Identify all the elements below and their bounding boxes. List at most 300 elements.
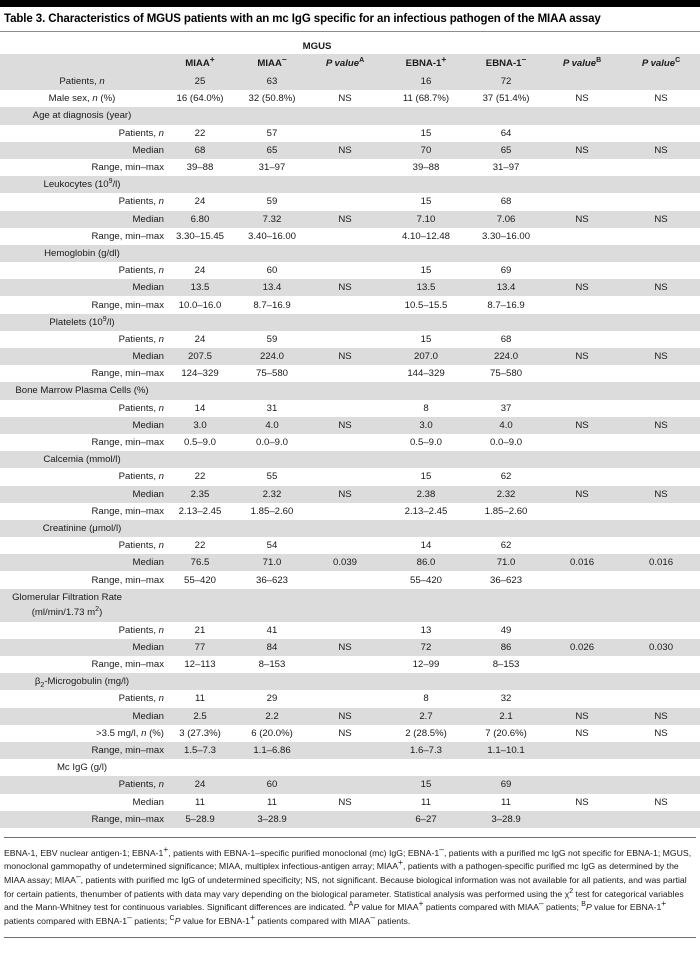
table-row: [0, 90, 700, 107]
table-row: [0, 365, 700, 382]
cell-ebna_pos: 2.13–2.45: [382, 503, 470, 520]
section-label: Glomerular Filtration Rate (ml/min/1.73 $m^2$): [0, 589, 164, 622]
row-label: Range, min–max: [0, 811, 164, 828]
row-label: Range, min–max: [0, 503, 164, 520]
cell-ebna_neg: 62: [470, 468, 542, 485]
table-row: [0, 776, 700, 793]
table-row: [0, 794, 700, 811]
cell-ebna_neg: [470, 382, 542, 399]
cell-p_c: [622, 537, 700, 554]
cell-miaa_pos: 3.30–15.45: [164, 228, 236, 245]
row-label: Median: [0, 794, 164, 811]
cell-miaa_neg: 8–153: [236, 656, 308, 673]
cell-p_b: [542, 690, 622, 707]
cell-miaa_pos: 2.5: [164, 708, 236, 725]
cell-miaa_pos: 2.13–2.45: [164, 503, 236, 520]
cell-ebna_pos: 3.0: [382, 417, 470, 434]
cell-miaa_pos: [164, 520, 236, 537]
cell-p_a: [308, 262, 382, 279]
cell-miaa_pos: 2.35: [164, 486, 236, 503]
cell-p_c: NS: [622, 794, 700, 811]
cell-p_a: NS: [308, 725, 382, 742]
cell-miaa_pos: 22: [164, 537, 236, 554]
cell-ebna_pos: 8: [382, 690, 470, 707]
cell-p_c: [622, 451, 700, 468]
cell-miaa_pos: 13.5: [164, 279, 236, 296]
cell-ebna_neg: 69: [470, 776, 542, 793]
row-label: Patients, n: [0, 468, 164, 485]
cell-p_b: [542, 571, 622, 588]
cell-p_b: [542, 365, 622, 382]
cell-ebna_neg: [470, 176, 542, 193]
cell-ebna_neg: 4.0: [470, 417, 542, 434]
group-header-pad1: [470, 32, 542, 54]
cell-ebna_pos: 4.10–12.48: [382, 228, 470, 245]
cell-p_a: [308, 382, 382, 399]
cell-miaa_neg: 59: [236, 331, 308, 348]
footnote-bottom-rule: [4, 937, 696, 938]
cell-p_c: [622, 673, 700, 690]
table-row: [0, 296, 700, 313]
cell-miaa_neg: 31: [236, 400, 308, 417]
cell-p_a: [308, 468, 382, 485]
cell-miaa_neg: [236, 520, 308, 537]
cell-p_a: [308, 776, 382, 793]
cell-ebna_pos: [382, 520, 470, 537]
cell-miaa_pos: 24: [164, 193, 236, 210]
cell-ebna_pos: 12–99: [382, 656, 470, 673]
row-label: Median: [0, 348, 164, 365]
column-header-p-a: P value$^A$: [308, 54, 382, 73]
row-label: Patients, n: [0, 622, 164, 639]
cell-miaa_neg: 8.7–16.9: [236, 296, 308, 313]
cell-p_b: [542, 742, 622, 759]
cell-p_c: NS: [622, 279, 700, 296]
cell-p_b: NS: [542, 417, 622, 434]
cell-p_b: [542, 262, 622, 279]
cell-p_a: [308, 690, 382, 707]
cell-miaa_neg: 54: [236, 537, 308, 554]
cell-ebna_neg: 37: [470, 400, 542, 417]
cell-p_c: NS: [622, 90, 700, 107]
cell-miaa_pos: 24: [164, 776, 236, 793]
table-row: [0, 759, 700, 776]
table-body: [0, 73, 700, 828]
cell-miaa_pos: 16 (64.0%): [164, 90, 236, 107]
cell-miaa_pos: 24: [164, 331, 236, 348]
cell-p_b: 0.016: [542, 554, 622, 571]
cell-ebna_pos: 207.0: [382, 348, 470, 365]
cell-miaa_neg: 6 (20.0%): [236, 725, 308, 742]
cell-ebna_neg: [470, 245, 542, 262]
row-label: Range, min–max: [0, 365, 164, 382]
cell-p_b: [542, 107, 622, 124]
table-row: [0, 417, 700, 434]
cell-miaa_pos: 68: [164, 142, 236, 159]
cell-p_a: NS: [308, 90, 382, 107]
row-label: Median: [0, 279, 164, 296]
cell-p_b: NS: [542, 725, 622, 742]
cell-miaa_neg: 1.85–2.60: [236, 503, 308, 520]
cell-p_c: [622, 382, 700, 399]
cell-ebna_pos: 15: [382, 468, 470, 485]
cell-ebna_neg: 8–153: [470, 656, 542, 673]
cell-p_b: [542, 759, 622, 776]
row-label: Patients, n: [0, 690, 164, 707]
cell-ebna_neg: 2.32: [470, 486, 542, 503]
section-label: Creatinine (μmol/l): [0, 520, 164, 537]
table-row: [0, 211, 700, 228]
row-label: >3.5 mg/l, n (%): [0, 725, 164, 742]
cell-p_a: [308, 159, 382, 176]
cell-p_c: [622, 434, 700, 451]
cell-p_c: [622, 245, 700, 262]
cell-p_b: NS: [542, 708, 622, 725]
cell-miaa_neg: 41: [236, 622, 308, 639]
cell-p_c: [622, 503, 700, 520]
cell-p_c: [622, 331, 700, 348]
cell-p_b: [542, 176, 622, 193]
cell-p_b: NS: [542, 279, 622, 296]
cell-ebna_neg: 1.1–10.1: [470, 742, 542, 759]
table-row: [0, 125, 700, 142]
cell-p_b: [542, 314, 622, 331]
cell-p_b: [542, 468, 622, 485]
cell-p_a: [308, 107, 382, 124]
cell-p_a: NS: [308, 708, 382, 725]
cell-p_a: [308, 537, 382, 554]
cell-p_a: [308, 759, 382, 776]
cell-ebna_neg: 68: [470, 331, 542, 348]
cell-p_a: NS: [308, 142, 382, 159]
cell-p_b: NS: [542, 90, 622, 107]
cell-ebna_pos: [382, 107, 470, 124]
cell-p_b: [542, 673, 622, 690]
cell-miaa_pos: 22: [164, 468, 236, 485]
cell-ebna_neg: 37 (51.4%): [470, 90, 542, 107]
cell-ebna_neg: 7 (20.6%): [470, 725, 542, 742]
group-header-spacer: [0, 32, 164, 54]
table-row: [0, 468, 700, 485]
cell-miaa_neg: 3.40–16.00: [236, 228, 308, 245]
section-label: Mc IgG (g/l): [0, 759, 164, 776]
cell-p_b: [542, 434, 622, 451]
cell-p_a: [308, 571, 382, 588]
cell-miaa_neg: [236, 107, 308, 124]
cell-ebna_pos: 11 (68.7%): [382, 90, 470, 107]
section-label: Platelets $(10^9/l)$: [0, 314, 164, 331]
cell-ebna_pos: 16: [382, 73, 470, 90]
cell-p_b: [542, 159, 622, 176]
cell-miaa_pos: [164, 314, 236, 331]
cell-ebna_neg: 69: [470, 262, 542, 279]
cell-ebna_pos: 15: [382, 262, 470, 279]
top-black-bar: [0, 0, 700, 7]
table-row: [0, 107, 700, 124]
group-header-mgus: MGUS: [164, 32, 470, 54]
row-label: Median: [0, 639, 164, 656]
cell-miaa_pos: 76.5: [164, 554, 236, 571]
cell-ebna_pos: [382, 451, 470, 468]
table-row: [0, 811, 700, 828]
section-label: Age at diagnosis (year): [0, 107, 164, 124]
cell-ebna_pos: 7.10: [382, 211, 470, 228]
cell-p_a: [308, 125, 382, 142]
column-header-p-c: P value$^C$: [622, 54, 700, 73]
cell-p_a: [308, 296, 382, 313]
cell-ebna_pos: 2.38: [382, 486, 470, 503]
row-label: Median: [0, 486, 164, 503]
cell-miaa_pos: 12–113: [164, 656, 236, 673]
page-title: Table 3. Characteristics of MGUS patients with an mc IgG specific for an infectious pathogen of the MIAA assay: [4, 13, 601, 25]
cell-miaa_neg: 55: [236, 468, 308, 485]
cell-p_b: [542, 400, 622, 417]
cell-p_c: [622, 520, 700, 537]
row-label: Patients, n: [0, 400, 164, 417]
cell-ebna_neg: [470, 589, 542, 622]
cell-p_c: [622, 622, 700, 639]
table-row: [0, 622, 700, 639]
characteristics-table: [0, 32, 700, 828]
column-header-miaa-neg: MIAA–: [236, 54, 308, 73]
cell-p_c: [622, 589, 700, 622]
cell-ebna_neg: 72: [470, 73, 542, 90]
cell-p_b: NS: [542, 794, 622, 811]
cell-p_a: NS: [308, 794, 382, 811]
cell-ebna_pos: [382, 314, 470, 331]
row-label: Median: [0, 708, 164, 725]
cell-ebna_neg: [470, 520, 542, 537]
cell-miaa_neg: 63: [236, 73, 308, 90]
table-row: [0, 400, 700, 417]
cell-ebna_neg: [470, 673, 542, 690]
cell-ebna_neg: 3.30–16.00: [470, 228, 542, 245]
cell-p_c: [622, 400, 700, 417]
cell-p_b: NS: [542, 486, 622, 503]
cell-miaa_neg: 29: [236, 690, 308, 707]
cell-miaa_pos: [164, 176, 236, 193]
cell-miaa_neg: [236, 176, 308, 193]
table-row: [0, 656, 700, 673]
row-label: Range, min–max: [0, 656, 164, 673]
cell-p_c: [622, 73, 700, 90]
cell-p_c: [622, 314, 700, 331]
cell-miaa_pos: 6.80: [164, 211, 236, 228]
table-row: [0, 708, 700, 725]
row-label: Range, min–max: [0, 296, 164, 313]
section-label: Calcemia (mmol/l): [0, 451, 164, 468]
cell-p_c: 0.030: [622, 639, 700, 656]
cell-ebna_neg: 65: [470, 142, 542, 159]
table-row: [0, 537, 700, 554]
cell-p_c: [622, 107, 700, 124]
cell-miaa_pos: 39–88: [164, 159, 236, 176]
cell-p_a: [308, 656, 382, 673]
cell-ebna_pos: 86.0: [382, 554, 470, 571]
cell-miaa_pos: 22: [164, 125, 236, 142]
cell-miaa_pos: 24: [164, 262, 236, 279]
cell-p_c: [622, 656, 700, 673]
cell-ebna_neg: [470, 107, 542, 124]
cell-miaa_pos: 0.5–9.0: [164, 434, 236, 451]
cell-p_c: [622, 468, 700, 485]
cell-p_b: [542, 296, 622, 313]
row-label: Range, min–max: [0, 434, 164, 451]
cell-p_c: [622, 296, 700, 313]
section-label: Leukocytes $(10^9/l)$: [0, 176, 164, 193]
cell-ebna_pos: 2.7: [382, 708, 470, 725]
cell-p_c: 0.016: [622, 554, 700, 571]
cell-miaa_neg: 60: [236, 776, 308, 793]
cell-miaa_pos: [164, 451, 236, 468]
cell-ebna_neg: 64: [470, 125, 542, 142]
cell-ebna_pos: 8: [382, 400, 470, 417]
cell-ebna_pos: 72: [382, 639, 470, 656]
cell-miaa_pos: [164, 673, 236, 690]
section-label: Hemoglobin (g/dl): [0, 245, 164, 262]
cell-p_a: [308, 451, 382, 468]
table-row: [0, 159, 700, 176]
group-header-row: [0, 32, 700, 54]
cell-ebna_neg: 8.7–16.9: [470, 296, 542, 313]
row-label: Patients, n: [0, 193, 164, 210]
cell-p_b: [542, 125, 622, 142]
cell-p_c: [622, 776, 700, 793]
cell-ebna_pos: [382, 176, 470, 193]
group-header-pad3: [622, 32, 700, 54]
cell-p_c: [622, 365, 700, 382]
cell-p_a: [308, 365, 382, 382]
cell-miaa_pos: 3.0: [164, 417, 236, 434]
cell-p_c: [622, 176, 700, 193]
row-label: Male sex, n (%): [0, 90, 164, 107]
section-label: Bone Marrow Plasma Cells (%): [0, 382, 164, 399]
cell-ebna_pos: 0.5–9.0: [382, 434, 470, 451]
cell-miaa_neg: 65: [236, 142, 308, 159]
table-row: [0, 176, 700, 193]
cell-ebna_neg: 11: [470, 794, 542, 811]
table-row: [0, 348, 700, 365]
cell-miaa_neg: 2.2: [236, 708, 308, 725]
cell-ebna_pos: 13.5: [382, 279, 470, 296]
column-header-label: [0, 54, 164, 73]
cell-miaa_neg: [236, 673, 308, 690]
cell-p_b: [542, 245, 622, 262]
table-row: [0, 228, 700, 245]
cell-p_a: [308, 520, 382, 537]
table-row: [0, 245, 700, 262]
cell-p_c: [622, 228, 700, 245]
cell-p_b: [542, 228, 622, 245]
cell-ebna_neg: 31–97: [470, 159, 542, 176]
cell-p_a: [308, 400, 382, 417]
table-row: [0, 262, 700, 279]
cell-miaa_pos: 207.5: [164, 348, 236, 365]
table-row: [0, 639, 700, 656]
cell-miaa_pos: [164, 382, 236, 399]
cell-ebna_pos: 11: [382, 794, 470, 811]
cell-p_a: NS: [308, 639, 382, 656]
table-row: [0, 193, 700, 210]
table-row: [0, 314, 700, 331]
cell-miaa_neg: 1.1–6.86: [236, 742, 308, 759]
cell-miaa_neg: 3–28.9: [236, 811, 308, 828]
cell-p_b: [542, 537, 622, 554]
cell-miaa_neg: 11: [236, 794, 308, 811]
table-row: [0, 486, 700, 503]
cell-p_b: [542, 331, 622, 348]
cell-miaa_pos: 3 (27.3%): [164, 725, 236, 742]
cell-p_a: NS: [308, 417, 382, 434]
table-row: [0, 434, 700, 451]
row-label: Median: [0, 554, 164, 571]
row-label: Median: [0, 211, 164, 228]
cell-p_c: [622, 159, 700, 176]
cell-miaa_pos: 1.5–7.3: [164, 742, 236, 759]
cell-p_a: [308, 228, 382, 245]
table-row: [0, 279, 700, 296]
cell-miaa_pos: 21: [164, 622, 236, 639]
cell-ebna_neg: 68: [470, 193, 542, 210]
cell-p_b: [542, 656, 622, 673]
cell-miaa_pos: [164, 107, 236, 124]
cell-p_a: [308, 245, 382, 262]
row-label: Patients, n: [0, 537, 164, 554]
column-header-ebna-pos: EBNA-1+: [382, 54, 470, 73]
row-label: Median: [0, 417, 164, 434]
cell-p_c: [622, 571, 700, 588]
cell-miaa_neg: [236, 759, 308, 776]
cell-ebna_neg: 1.85–2.60: [470, 503, 542, 520]
cell-miaa_neg: 59: [236, 193, 308, 210]
cell-ebna_neg: 0.0–9.0: [470, 434, 542, 451]
cell-ebna_pos: [382, 759, 470, 776]
cell-p_c: [622, 193, 700, 210]
column-header-row: [0, 54, 700, 73]
cell-p_a: NS: [308, 279, 382, 296]
cell-ebna_neg: 71.0: [470, 554, 542, 571]
cell-p_a: [308, 673, 382, 690]
table-row: [0, 742, 700, 759]
row-label: Range, min–max: [0, 571, 164, 588]
cell-miaa_neg: 32 (50.8%): [236, 90, 308, 107]
cell-miaa_neg: [236, 589, 308, 622]
cell-p_b: 0.026: [542, 639, 622, 656]
table-row: [0, 142, 700, 159]
row-label: Patients, n: [0, 776, 164, 793]
cell-p_c: [622, 262, 700, 279]
cell-ebna_pos: 15: [382, 125, 470, 142]
table-row: [0, 451, 700, 468]
cell-miaa_pos: 14: [164, 400, 236, 417]
cell-p_c: NS: [622, 348, 700, 365]
cell-ebna_pos: 14: [382, 537, 470, 554]
cell-p_c: [622, 759, 700, 776]
cell-ebna_pos: 15: [382, 193, 470, 210]
cell-ebna_neg: 2.1: [470, 708, 542, 725]
cell-p_b: NS: [542, 211, 622, 228]
cell-p_a: [308, 176, 382, 193]
table-row: [0, 690, 700, 707]
cell-p_a: NS: [308, 486, 382, 503]
cell-ebna_pos: 1.6–7.3: [382, 742, 470, 759]
cell-p_a: [308, 503, 382, 520]
cell-ebna_pos: 144–329: [382, 365, 470, 382]
cell-miaa_neg: 4.0: [236, 417, 308, 434]
cell-p_c: NS: [622, 486, 700, 503]
table-row: [0, 571, 700, 588]
cell-p_b: [542, 503, 622, 520]
